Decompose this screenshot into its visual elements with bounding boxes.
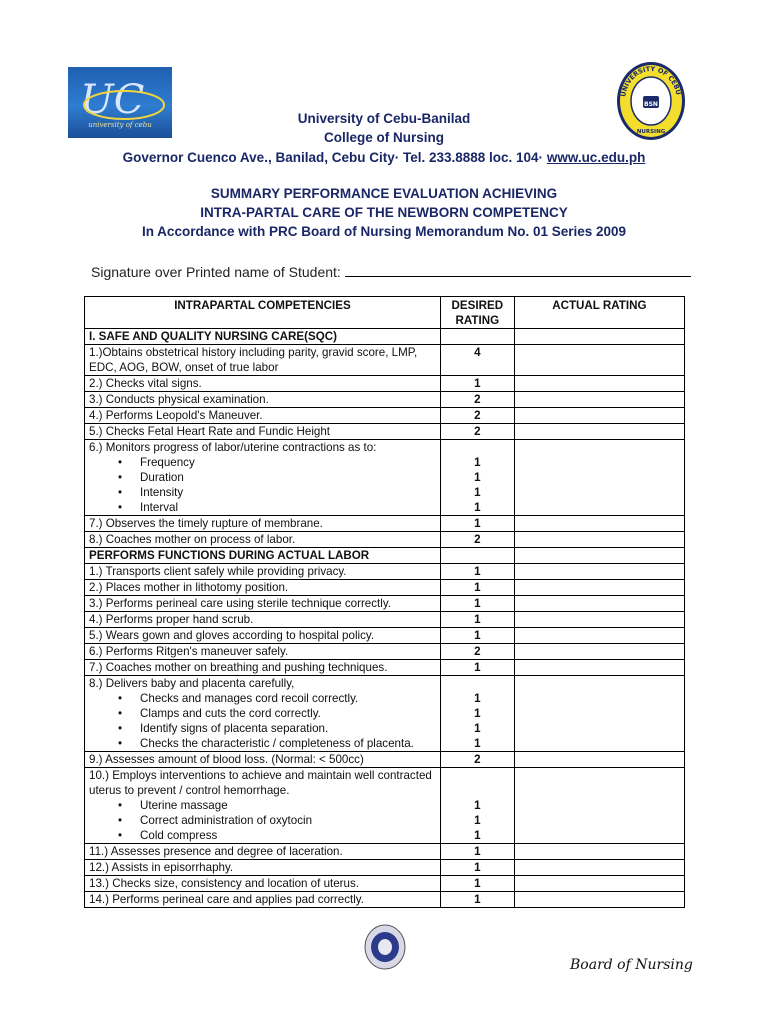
competency-text: [85, 532, 441, 548]
signature-label: Signature over Printed name of Student:: [91, 264, 341, 280]
competency-text: [85, 860, 441, 876]
actual-rating-cell[interactable]: [514, 596, 684, 612]
competency-text: [85, 752, 441, 768]
competency-row: [85, 844, 685, 860]
desired-rating-cell: [440, 628, 514, 644]
competency-label: 1.) Transports client safely while providing privacy.: [89, 565, 347, 578]
desired-rating-cell: [440, 676, 514, 752]
competency-label: 1.)Obtains obstetrical history including parity, gravid score, LMP, EDC, AOG, BOW, onset of true labor: [89, 346, 418, 374]
desired-rating-cell: [440, 596, 514, 612]
desired-rating-value: 1: [474, 799, 481, 812]
seal-center-text: BSN: [644, 101, 658, 108]
signature-field[interactable]: [91, 262, 691, 280]
competency-row: [85, 612, 685, 628]
competency-label: 5.) Checks Fetal Heart Rate and Fundic Height: [89, 425, 331, 438]
actual-rating-cell[interactable]: [514, 580, 684, 596]
desired-rating-value: 1: [474, 829, 481, 842]
signature-line[interactable]: [345, 262, 691, 277]
desired-rating-cell: [440, 329, 514, 345]
sub-item: • Interval: [118, 500, 436, 515]
competency-text: [85, 844, 441, 860]
actual-rating-cell[interactable]: [514, 844, 684, 860]
desired-rating-value: 1: [474, 517, 481, 530]
actual-rating-cell[interactable]: [514, 892, 684, 908]
competency-row: [85, 596, 685, 612]
competency-text: [85, 424, 441, 440]
competency-label: 8.) Delivers baby and placenta carefully,: [89, 677, 295, 690]
actual-rating-cell[interactable]: [514, 392, 684, 408]
competency-text: [85, 392, 441, 408]
desired-rating-cell: [440, 844, 514, 860]
desired-rating-value: 1: [474, 377, 481, 390]
competency-label: 6.) Performs Ritgen's maneuver safely.: [89, 645, 289, 658]
competency-text: [85, 516, 441, 532]
rating-spacer: [445, 783, 510, 798]
desired-rating-cell: [440, 768, 514, 844]
desired-rating-value: 1: [474, 629, 481, 642]
desired-rating-cell: [440, 424, 514, 440]
competency-row: [85, 532, 685, 548]
competency-label: 5.) Wears gown and gloves according to hospital policy.: [89, 629, 375, 642]
actual-rating-cell[interactable]: [514, 612, 684, 628]
desired-rating-cell: [440, 860, 514, 876]
sub-item: • Checks and manages cord recoil correctly.: [118, 691, 436, 706]
competency-row: [85, 564, 685, 580]
desired-rating-cell: [440, 440, 514, 516]
desired-rating-cell: [440, 580, 514, 596]
desired-rating-cell: [440, 376, 514, 392]
seal-bottom-text: NURSING: [636, 129, 666, 135]
desired-rating-cell: [440, 660, 514, 676]
desired-rating-value: 1: [474, 861, 481, 874]
competency-text: [85, 580, 441, 596]
competency-label: 14.) Performs perineal care and applies pad correctly.: [89, 893, 364, 906]
desired-rating-cell: [440, 532, 514, 548]
header-desired-rating: DESIRED RATING: [440, 297, 514, 329]
rating-spacer: [445, 440, 510, 455]
competency-row: [85, 392, 685, 408]
actual-rating-cell[interactable]: [514, 660, 684, 676]
competency-text: [85, 564, 441, 580]
desired-rating-value: 1: [474, 893, 481, 906]
desired-rating-cell: [440, 345, 514, 376]
actual-rating-cell[interactable]: [514, 516, 684, 532]
section-title: PERFORMS FUNCTIONS DURING ACTUAL LABOR: [85, 548, 441, 564]
title-line-1: SUMMARY PERFORMANCE EVALUATION ACHIEVING: [210, 186, 558, 201]
competency-text: [85, 628, 441, 644]
desired-rating-value: 1: [474, 456, 481, 469]
desired-rating-value: 1: [474, 877, 481, 890]
competency-row: [85, 628, 685, 644]
competency-label: 4.) Performs proper hand scrub.: [89, 613, 254, 626]
desired-rating-cell: [440, 752, 514, 768]
actual-rating-cell[interactable]: [514, 564, 684, 580]
sub-item: • Identify signs of placenta separation.: [118, 721, 436, 736]
competency-label: 8.) Coaches mother on process of labor.: [89, 533, 296, 546]
desired-rating-value: 1: [474, 707, 481, 720]
uc-logo-letters: UC: [80, 77, 145, 123]
actual-rating-cell[interactable]: [514, 752, 684, 768]
competency-row: [85, 860, 685, 876]
competency-label: 10.) Employs interventions to achieve and maintain well contracted uterus to prevent / control hemorrhage.: [89, 769, 432, 797]
competency-row: [85, 424, 685, 440]
competency-row: [85, 580, 685, 596]
header-actual-rating: ACTUAL RATING: [514, 297, 684, 329]
title-line-3: In Accordance with PRC Board of Nursing Memorandum No. 01 Series 2009: [141, 224, 627, 239]
competency-text: [85, 345, 441, 376]
competency-row: [85, 676, 685, 752]
desired-rating-cell: [440, 516, 514, 532]
rating-spacer: [445, 676, 510, 691]
desired-rating-value: 1: [474, 845, 481, 858]
actual-rating-cell[interactable]: [514, 408, 684, 424]
section-row: [85, 329, 685, 345]
competency-row: [85, 345, 685, 376]
desired-rating-value: 1: [474, 486, 481, 499]
competency-text: [85, 596, 441, 612]
section-row: [85, 548, 685, 564]
competency-text: [85, 440, 441, 516]
competency-text: [85, 408, 441, 424]
actual-rating-cell[interactable]: [514, 345, 684, 376]
competency-text: [85, 376, 441, 392]
board-of-nursing-text: Board of Nursing: [570, 957, 693, 973]
actual-rating-cell[interactable]: [514, 329, 684, 345]
seal-arc-text: UNIVERSITY OF CEBU: [619, 64, 683, 98]
competency-row: [85, 768, 685, 844]
competency-text: [85, 892, 441, 908]
actual-rating-cell[interactable]: [514, 860, 684, 876]
competency-row: [85, 752, 685, 768]
desired-rating-value: 1: [474, 814, 481, 827]
competency-text: [85, 612, 441, 628]
competency-row: [85, 376, 685, 392]
website-link[interactable]: www.uc.edu.ph: [546, 150, 646, 165]
competency-label: 2.) Checks vital signs.: [89, 377, 202, 390]
actual-rating-cell[interactable]: [514, 424, 684, 440]
section-title: I. SAFE AND QUALITY NURSING CARE(SQC): [85, 329, 441, 345]
competency-row: [85, 892, 685, 908]
header-competencies: INTRAPARTAL COMPETENCIES: [85, 297, 441, 329]
competency-row: [85, 516, 685, 532]
sub-item: • Cold compress: [118, 828, 436, 843]
desired-rating-value: 1: [474, 581, 481, 594]
competency-text: [85, 676, 441, 752]
sub-item: • Intensity: [118, 485, 436, 500]
actual-rating-cell[interactable]: [514, 644, 684, 660]
desired-rating-cell: [440, 644, 514, 660]
desired-rating-value: 2: [474, 393, 481, 406]
sub-item: • Duration: [118, 470, 436, 485]
address-line: [0, 150, 768, 165]
competency-label: 7.) Coaches mother on breathing and pushing techniques.: [89, 661, 388, 674]
competency-label: 4.) Performs Leopold's Maneuver.: [89, 409, 263, 422]
competency-text: [85, 660, 441, 676]
competency-row: [85, 644, 685, 660]
actual-rating-cell[interactable]: [514, 548, 684, 564]
competency-row: [85, 660, 685, 676]
desired-rating-cell: [440, 612, 514, 628]
competency-table: [84, 296, 685, 908]
desired-rating-cell: [440, 548, 514, 564]
actual-rating-cell[interactable]: [514, 376, 684, 392]
rating-spacer: [445, 768, 510, 783]
desired-rating-cell: [440, 408, 514, 424]
prc-seal-icon: [364, 924, 406, 970]
desired-rating-cell: [440, 392, 514, 408]
address-text: Governor Cuenco Ave., Banilad, Cebu City· Tel. 233.8888 loc. 104·: [122, 150, 544, 165]
desired-rating-value: 2: [474, 425, 481, 438]
competency-label: 13.) Checks size, consistency and location of uterus.: [89, 877, 360, 890]
competency-row: [85, 876, 685, 892]
university-name: University of Cebu-Banilad: [297, 111, 471, 126]
actual-rating-cell[interactable]: [514, 628, 684, 644]
competency-text: [85, 768, 441, 844]
desired-rating-value: 4: [474, 346, 481, 359]
actual-rating-cell[interactable]: [514, 676, 684, 752]
desired-rating-value: 1: [474, 692, 481, 705]
actual-rating-cell[interactable]: [514, 876, 684, 892]
uc-logo: [68, 67, 172, 138]
competency-label: 2.) Places mother in lithotomy position.: [89, 581, 289, 594]
competency-label: 6.) Monitors progress of labor/uterine contractions as to:: [89, 441, 377, 454]
desired-rating-value: 1: [474, 501, 481, 514]
sub-item: • Frequency: [118, 455, 436, 470]
sub-item: • Checks the characteristic / completeness of placenta.: [118, 736, 436, 751]
competency-label: 11.) Assesses presence and degree of laceration.: [89, 845, 343, 858]
actual-rating-cell[interactable]: [514, 532, 684, 548]
competency-label: 3.) Performs perineal care using sterile technique correctly.: [89, 597, 391, 610]
desired-rating-value: 1: [474, 597, 481, 610]
desired-rating-value: 1: [474, 565, 481, 578]
competency-text: [85, 876, 441, 892]
desired-rating-cell: [440, 892, 514, 908]
competency-row: [85, 440, 685, 516]
desired-rating-value: 2: [474, 409, 481, 422]
competency-text: [85, 644, 441, 660]
desired-rating-value: 2: [474, 753, 481, 766]
title-line-2: INTRA-PARTAL CARE OF THE NEWBORN COMPETENCY: [200, 205, 568, 220]
desired-rating-value: 1: [474, 613, 481, 626]
desired-rating-cell: [440, 876, 514, 892]
desired-rating-value: 1: [474, 737, 481, 750]
actual-rating-cell[interactable]: [514, 440, 684, 516]
college-name: College of Nursing: [323, 130, 444, 145]
desired-rating-value: 2: [474, 645, 481, 658]
competency-label: 3.) Conducts physical examination.: [89, 393, 269, 406]
sub-item: • Clamps and cuts the cord correctly.: [118, 706, 436, 721]
uc-logo-subtext: university of cebu: [88, 121, 152, 129]
competency-row: [85, 408, 685, 424]
actual-rating-cell[interactable]: [514, 768, 684, 844]
desired-rating-value: 2: [474, 533, 481, 546]
desired-rating-cell: [440, 564, 514, 580]
desired-rating-value: 1: [474, 471, 481, 484]
sub-item: • Uterine massage: [118, 798, 436, 813]
competency-label: 7.) Observes the timely rupture of membrane.: [89, 517, 323, 530]
desired-rating-value: 1: [474, 722, 481, 735]
competency-label: 12.) Assists in episorrhaphy.: [89, 861, 234, 874]
competency-label: 9.) Assesses amount of blood loss. (Normal: < 500cc): [89, 753, 364, 766]
sub-item: • Correct administration of oxytocin: [118, 813, 436, 828]
desired-rating-value: 1: [474, 661, 481, 674]
